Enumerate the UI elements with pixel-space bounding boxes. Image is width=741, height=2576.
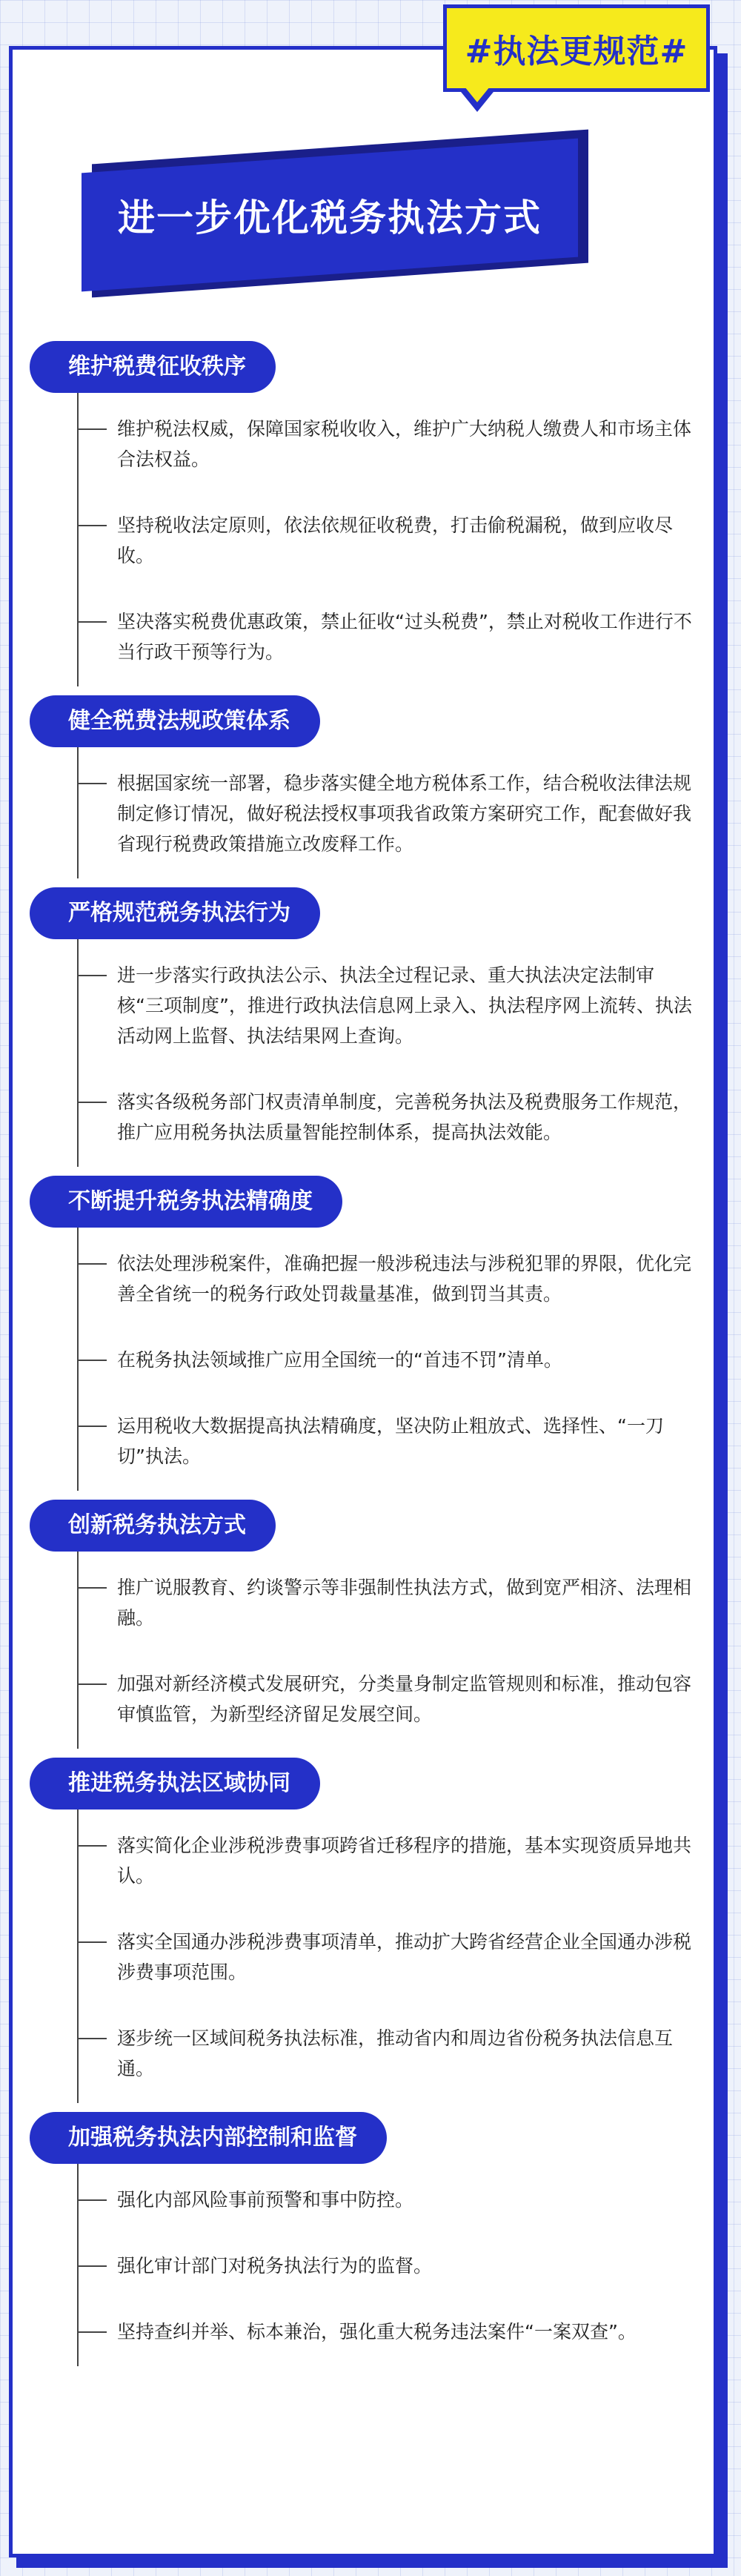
list-item: 坚决落实税费优惠政策，禁止征收“过头税费”，禁止对税收工作进行不当行政干预等行为。	[79, 606, 711, 667]
item-list	[77, 939, 711, 1167]
list-item: 强化审计部门对税务执法行为的监督。	[79, 2251, 711, 2281]
list-item: 坚持税收法定原则，依法依规征收税费，打击偷税漏税，做到应收尽收。	[79, 510, 711, 571]
item-list	[77, 1810, 711, 2103]
section-heading: 严格规范税务执法行为	[30, 887, 320, 939]
item-list	[77, 1552, 711, 1749]
list-item: 加强对新经济模式发展研究，分类量身制定监管规则和标准，推动包容审慎监管，为新型经济留足发展空间。	[79, 1669, 711, 1729]
section	[30, 1500, 711, 1749]
section	[30, 887, 711, 1167]
section	[30, 1176, 711, 1491]
section-heading: 创新税务执法方式	[30, 1500, 276, 1552]
list-item: 推广说服教育、约谈警示等非强制性执法方式，做到宽严相济、法理相融。	[79, 1572, 711, 1633]
item-list	[77, 2164, 711, 2366]
section	[30, 2112, 711, 2366]
list-item: 进一步落实行政执法公示、执法全过程记录、重大执法决定法制审核“三项制度”，推进行政执法信息网上录入、执法程序网上流转、执法活动网上监督、执法结果网上查询。	[79, 960, 711, 1051]
item-list	[77, 747, 711, 878]
list-item: 强化内部风险事前预警和事中防控。	[79, 2185, 711, 2215]
section-heading: 健全税费法规政策体系	[30, 695, 320, 747]
hashtag-badge	[443, 4, 710, 92]
list-item: 落实简化企业涉税涉费事项跨省迁移程序的措施，基本实现资质异地共认。	[79, 1830, 711, 1891]
list-item: 依法处理涉税案件，准确把握一般涉税违法与涉税犯罪的界限，优化完善全省统一的税务行政处罚裁量基准，做到罚当其责。	[79, 1248, 711, 1309]
list-item: 逐步统一区域间税务执法标准，推动省内和周边省份税务执法信息互通。	[79, 2023, 711, 2084]
section	[30, 1758, 711, 2103]
hashtag-text: #执法更规范#	[465, 33, 688, 70]
list-item: 根据国家统一部署，稳步落实健全地方税体系工作，结合税收法律法规制定修订情况，做好税法授权事项我省政策方案研究工作，配套做好我省现行税费政策措施立改废释工作。	[79, 768, 711, 859]
list-item: 运用税收大数据提高执法精确度，坚决防止粗放式、选择性、“一刀切”执法。	[79, 1411, 711, 1471]
sections-container	[30, 341, 711, 2366]
section-heading: 维护税费征收秩序	[30, 341, 276, 393]
section	[30, 695, 711, 878]
list-item: 落实各级税务部门权责清单制度，完善税务执法及税费服务工作规范，推广应用税务执法质量智能控制体系，提高执法效能。	[79, 1087, 711, 1148]
tag-tail	[465, 87, 490, 102]
list-item: 维护税法权威，保障国家税收收入，维护广大纳税人缴费人和市场主体合法权益。	[79, 414, 711, 474]
list-item: 落实全国通办涉税涉费事项清单，推动扩大跨省经营企业全国通办涉税涉费事项范围。	[79, 1927, 711, 1987]
section-heading: 不断提升税务执法精确度	[30, 1176, 342, 1228]
item-list	[77, 393, 711, 686]
list-item: 坚持查纠并举、标本兼治，强化重大税务违法案件“一案双查”。	[79, 2317, 711, 2347]
page-title: 进一步优化税务执法方式	[118, 196, 542, 239]
section-heading: 推进税务执法区域协同	[30, 1758, 320, 1810]
item-list	[77, 1228, 711, 1491]
section-heading: 加强税务执法内部控制和监督	[30, 2112, 387, 2164]
section	[30, 341, 711, 686]
list-item: 在税务执法领域推广应用全国统一的“首违不罚”清单。	[79, 1345, 711, 1375]
